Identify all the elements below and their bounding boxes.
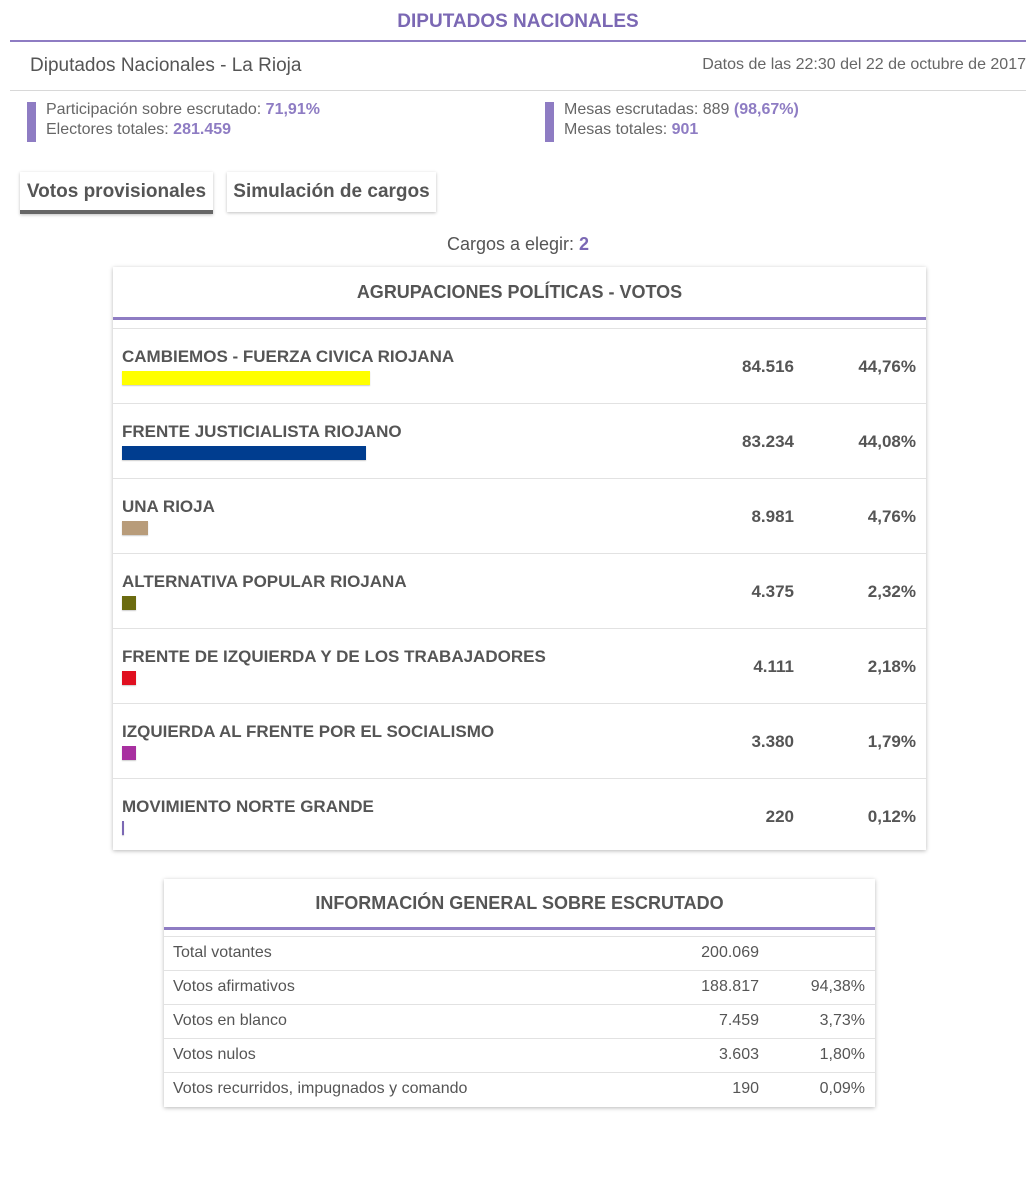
results-table-title: AGRUPACIONES POLÍTICAS - VOTOS	[113, 267, 926, 320]
info-value: 3.603	[718, 1046, 759, 1063]
party-votes: 84.516	[742, 357, 794, 376]
info-percentage: 94,38%	[810, 978, 865, 995]
participation-line: Participación sobre escrutado: 71,91%	[46, 101, 320, 118]
info-percentage: 1,80%	[819, 1046, 865, 1063]
party-name: IZQUIERDA AL FRENTE POR EL SOCIALISMO	[122, 722, 495, 741]
party-name: CAMBIEMOS - FUERZA CIVICA RIOJANA	[122, 347, 455, 366]
tab-simulacion-cargos[interactable]: Simulación de cargos	[227, 172, 436, 212]
cargos-a-elegir: Cargos a elegir: 2	[446, 234, 590, 254]
info-percentage: 3,73%	[819, 1012, 865, 1029]
info-row	[164, 970, 875, 1004]
party-percentage: 2,18%	[867, 657, 916, 676]
subheader	[10, 42, 1026, 91]
party-row	[113, 553, 926, 628]
party-percentage: 0,12%	[867, 807, 916, 826]
party-share-bar	[122, 746, 136, 760]
party-votes: 3.380	[751, 732, 794, 751]
info-label: Votos en blanco	[173, 1012, 287, 1029]
info-rows	[164, 936, 875, 1106]
party-percentage: 4,76%	[867, 507, 916, 526]
info-label: Votos nulos	[173, 1046, 256, 1063]
tables-total-line: Mesas totales: 901	[564, 121, 699, 138]
info-row	[164, 1004, 875, 1038]
info-percentage: 0,09%	[819, 1080, 865, 1097]
party-share-bar	[122, 521, 148, 535]
district-title: Diputados Nacionales - La Rioja	[30, 55, 302, 76]
party-row	[113, 403, 926, 478]
info-row	[164, 936, 875, 970]
party-percentage: 44,08%	[858, 432, 916, 451]
party-row	[113, 328, 926, 403]
info-row	[164, 1072, 875, 1106]
party-name: FRENTE JUSTICIALISTA RIOJANO	[122, 422, 402, 441]
participation-stats	[27, 100, 320, 144]
party-share-bar	[122, 371, 370, 385]
tables-counted-line: Mesas escrutadas: 889 (98,67%)	[564, 101, 799, 118]
party-row	[113, 778, 926, 853]
page-title: DIPUTADOS NACIONALES	[10, 0, 1026, 42]
party-percentage: 2,32%	[867, 582, 916, 601]
party-row	[113, 703, 926, 778]
general-info-title: INFORMACIÓN GENERAL SOBRE ESCRUTADO	[164, 879, 875, 930]
party-share-bar	[122, 596, 136, 610]
party-rows	[113, 328, 926, 853]
general-info-table	[164, 879, 875, 1107]
party-percentage: 1,79%	[867, 732, 916, 751]
tables-stats	[545, 100, 799, 144]
party-name: MOVIMIENTO NORTE GRANDE	[122, 797, 374, 816]
party-votes: 4.111	[753, 657, 794, 676]
party-votes: 220	[765, 807, 794, 826]
party-share-bar	[122, 446, 366, 460]
stat-accent-bar	[27, 102, 36, 142]
info-label: Votos afirmativos	[173, 978, 295, 995]
party-share-bar	[122, 821, 124, 835]
results-table	[113, 267, 926, 850]
info-value: 200.069	[701, 944, 759, 961]
party-percentage: 44,76%	[858, 357, 916, 376]
tab-votos-provisionales[interactable]: Votos provisionales	[20, 172, 213, 214]
party-name: UNA RIOJA	[122, 497, 215, 516]
party-votes: 4.375	[751, 582, 794, 601]
stat-accent-bar	[545, 102, 554, 142]
party-row	[113, 628, 926, 703]
info-label: Votos recurridos, impugnados y comando	[173, 1080, 468, 1097]
party-name: FRENTE DE IZQUIERDA Y DE LOS TRABAJADORES	[122, 647, 546, 666]
party-votes: 83.234	[742, 432, 794, 451]
info-row	[164, 1038, 875, 1072]
info-value: 188.817	[701, 978, 759, 995]
data-timestamp: Datos de las 22:30 del 22 de octubre de 2017	[702, 56, 1026, 73]
electors-line: Electores totales: 281.459	[46, 121, 232, 138]
info-value: 7.459	[718, 1012, 759, 1029]
party-row	[113, 478, 926, 553]
party-votes: 8.981	[751, 507, 794, 526]
party-name: ALTERNATIVA POPULAR RIOJANA	[122, 572, 407, 591]
party-share-bar	[122, 671, 136, 685]
info-label: Total votantes	[173, 944, 272, 961]
info-value: 190	[732, 1080, 759, 1097]
